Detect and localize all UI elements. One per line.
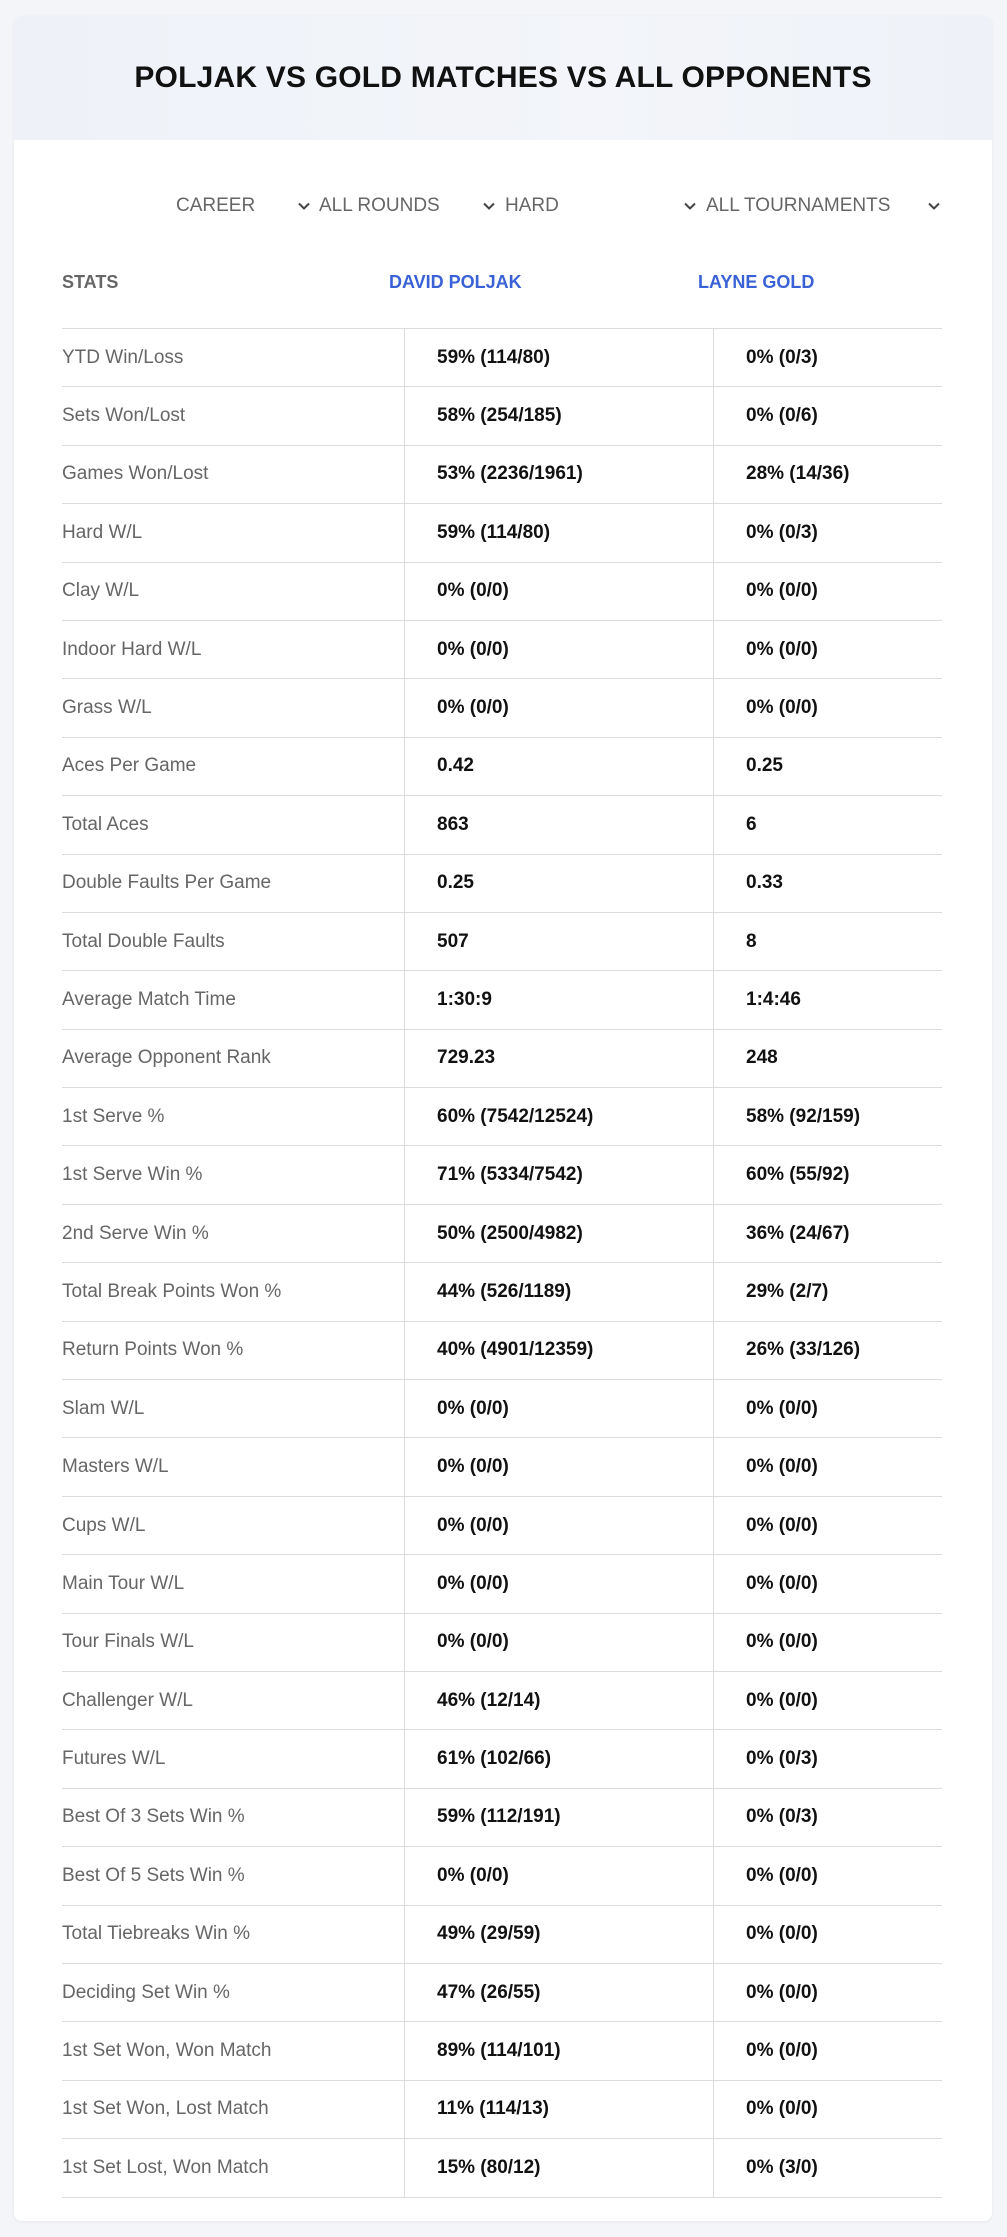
player1-value: 40% (4901/12359) xyxy=(437,1339,594,1361)
player2-value: 58% (92/159) xyxy=(746,1105,861,1127)
table-row xyxy=(62,796,942,854)
player1-value: 60% (7542/12524) xyxy=(437,1105,594,1127)
stat-label: 1st Set Lost, Won Match xyxy=(62,2156,269,2178)
chevron-down-icon xyxy=(296,198,312,214)
player2-value: 0% (0/3) xyxy=(746,346,818,368)
career-filter-select[interactable] xyxy=(176,186,312,226)
stat-label: Main Tour W/L xyxy=(62,1572,185,1594)
chevron-down-icon xyxy=(682,198,698,214)
table-row xyxy=(62,1146,942,1204)
player1-value: 729.23 xyxy=(437,1047,496,1069)
table-header xyxy=(62,256,942,329)
player1-value: 0% (0/0) xyxy=(437,1397,509,1419)
player1-value: 0.42 xyxy=(437,755,474,777)
table-row xyxy=(62,1438,942,1496)
table-row xyxy=(62,1964,942,2022)
stat-label: Games Won/Lost xyxy=(62,463,209,485)
player1-value: 46% (12/14) xyxy=(437,1689,541,1711)
player1-value: 0% (0/0) xyxy=(437,580,509,602)
stat-label: Double Faults Per Game xyxy=(62,872,272,894)
stat-label: Average Opponent Rank xyxy=(62,1047,271,1069)
player2-value: 0% (0/3) xyxy=(746,521,818,543)
table-row xyxy=(62,1906,942,1964)
stat-label: Deciding Set Win % xyxy=(62,1981,230,2003)
player1-value: 11% (114/13) xyxy=(437,2098,549,2120)
table-body xyxy=(62,329,942,2198)
stat-label: Indoor Hard W/L xyxy=(62,638,202,660)
page-title: POLJAK VS GOLD MATCHES VS ALL OPPONENTS xyxy=(134,61,872,94)
stat-label: Futures W/L xyxy=(62,1748,166,1770)
table-row xyxy=(62,1555,942,1613)
table-row xyxy=(62,1030,942,1088)
player1-value: 0% (0/0) xyxy=(437,1572,509,1594)
filter-value: ALL ROUNDS xyxy=(319,195,440,216)
player1-value: 1:30:9 xyxy=(437,988,492,1010)
player1-value: 44% (526/1189) xyxy=(437,1280,572,1302)
player2-value: 1:4:46 xyxy=(746,988,801,1010)
stat-label: Sets Won/Lost xyxy=(62,405,186,427)
filter-value: HARD xyxy=(505,195,559,216)
player2-value: 0% (0/0) xyxy=(746,580,818,602)
stat-label: YTD Win/Loss xyxy=(62,346,184,368)
chevron-down-icon xyxy=(926,198,942,214)
table-row xyxy=(62,1789,942,1847)
column-divider xyxy=(404,328,405,2197)
stat-label: Total Tiebreaks Win % xyxy=(62,1923,250,1945)
filter-bar xyxy=(14,186,992,226)
player1-value: 0% (0/0) xyxy=(437,1864,509,1886)
stat-label: Clay W/L xyxy=(62,580,140,602)
player1-value: 47% (26/55) xyxy=(437,1981,541,2003)
player2-value: 0% (3/0) xyxy=(746,2156,818,2178)
table-row xyxy=(62,738,942,796)
table-row xyxy=(62,971,942,1029)
stats-table xyxy=(62,256,942,2198)
player1-value: 59% (114/80) xyxy=(437,521,551,543)
player1-value: 0% (0/0) xyxy=(437,1514,509,1536)
chevron-down-icon xyxy=(481,198,497,214)
rounds-filter-select[interactable] xyxy=(319,186,497,226)
stat-label: Average Match Time xyxy=(62,988,236,1010)
stat-label: Total Double Faults xyxy=(62,930,225,952)
player2-value: 6 xyxy=(746,813,757,835)
stat-label: Cups W/L xyxy=(62,1514,146,1536)
player1-value: 0% (0/0) xyxy=(437,1456,509,1478)
table-row xyxy=(62,1322,942,1380)
player2-value: 0% (0/3) xyxy=(746,1748,818,1770)
player2-value: 26% (33/126) xyxy=(746,1339,861,1361)
table-row xyxy=(62,1672,942,1730)
table-row xyxy=(62,855,942,913)
stat-label: Tour Finals W/L xyxy=(62,1631,194,1653)
player1-value: 58% (254/185) xyxy=(437,405,562,427)
player2-value: 0% (0/0) xyxy=(746,1514,818,1536)
player1-value: 61% (102/66) xyxy=(437,1748,552,1770)
stats-card xyxy=(14,16,992,2221)
player2-value: 0% (0/0) xyxy=(746,1631,818,1653)
player2-value: 0% (0/0) xyxy=(746,1456,818,1478)
table-row xyxy=(62,329,942,387)
player2-value: 0% (0/0) xyxy=(746,2098,818,2120)
player2-column-header[interactable]: LAYNE GOLD xyxy=(698,272,815,292)
player1-column-header[interactable]: DAVID POLJAK xyxy=(389,272,522,292)
player2-value: 28% (14/36) xyxy=(746,463,850,485)
table-row xyxy=(62,1380,942,1438)
player1-value: 89% (114/101) xyxy=(437,2040,561,2062)
table-row xyxy=(62,913,942,971)
player2-value: 0% (0/0) xyxy=(746,1864,818,1886)
stat-label: Best Of 5 Sets Win % xyxy=(62,1864,245,1886)
player1-value: 59% (114/80) xyxy=(437,346,551,368)
surface-filter-select[interactable] xyxy=(505,186,698,226)
player2-value: 0% (0/0) xyxy=(746,638,818,660)
table-row xyxy=(62,446,942,504)
table-row xyxy=(62,563,942,621)
player2-value: 248 xyxy=(746,1047,778,1069)
stat-label: 2nd Serve Win % xyxy=(62,1222,209,1244)
player1-value: 0% (0/0) xyxy=(437,638,509,660)
table-row xyxy=(62,504,942,562)
player2-value: 36% (24/67) xyxy=(746,1222,850,1244)
player1-value: 0% (0/0) xyxy=(437,697,509,719)
table-row xyxy=(62,1614,942,1672)
filter-value: CAREER xyxy=(176,195,256,216)
table-row xyxy=(62,1847,942,1905)
stat-label: 1st Set Won, Lost Match xyxy=(62,2098,269,2120)
card-header xyxy=(14,16,992,140)
table-row xyxy=(62,621,942,679)
player2-value: 0% (0/0) xyxy=(746,1397,818,1419)
table-row xyxy=(62,2081,942,2139)
stat-label: Return Points Won % xyxy=(62,1339,244,1361)
player1-value: 49% (29/59) xyxy=(437,1923,541,1945)
player2-value: 0% (0/0) xyxy=(746,1981,818,2003)
player2-value: 0.33 xyxy=(746,872,783,894)
stat-label: Masters W/L xyxy=(62,1456,169,1478)
player2-value: 0% (0/3) xyxy=(746,1806,818,1828)
player1-value: 15% (80/12) xyxy=(437,2156,541,2178)
table-row xyxy=(62,1205,942,1263)
stat-label: 1st Serve Win % xyxy=(62,1164,203,1186)
player2-value: 0% (0/0) xyxy=(746,1923,818,1945)
table-row xyxy=(62,387,942,445)
player1-value: 59% (112/191) xyxy=(437,1806,561,1828)
player2-value: 60% (55/92) xyxy=(746,1164,850,1186)
stat-label: Grass W/L xyxy=(62,697,152,719)
player2-value: 0.25 xyxy=(746,755,783,777)
table-row xyxy=(62,679,942,737)
player1-value: 71% (5334/7542) xyxy=(437,1164,583,1186)
player1-value: 50% (2500/4982) xyxy=(437,1222,583,1244)
player1-value: 863 xyxy=(437,813,469,835)
player2-value: 0% (0/0) xyxy=(746,1572,818,1594)
player2-value: 0% (0/0) xyxy=(746,1689,818,1711)
stat-label: Aces Per Game xyxy=(62,755,197,777)
player2-value: 0% (0/6) xyxy=(746,405,818,427)
table-row xyxy=(62,1088,942,1146)
table-row xyxy=(62,1730,942,1788)
player1-value: 507 xyxy=(437,930,469,952)
table-row xyxy=(62,1497,942,1555)
stat-label: Best Of 3 Sets Win % xyxy=(62,1806,245,1828)
tournaments-filter-select[interactable] xyxy=(706,186,942,226)
column-divider xyxy=(713,328,714,2197)
table-row xyxy=(62,2139,942,2197)
player2-value: 29% (2/7) xyxy=(746,1280,829,1302)
player2-value: 8 xyxy=(746,930,757,952)
stat-label: Total Aces xyxy=(62,813,149,835)
stat-label: 1st Set Won, Won Match xyxy=(62,2040,272,2062)
stat-label: Total Break Points Won % xyxy=(62,1280,282,1302)
table-row xyxy=(62,2022,942,2080)
stats-column-header: STATS xyxy=(62,272,119,292)
player1-value: 0.25 xyxy=(437,872,474,894)
stat-label: Slam W/L xyxy=(62,1397,145,1419)
table-row xyxy=(62,1263,942,1321)
player1-value: 53% (2236/1961) xyxy=(437,463,583,485)
stat-label: Challenger W/L xyxy=(62,1689,193,1711)
player1-value: 0% (0/0) xyxy=(437,1631,509,1653)
player2-value: 0% (0/0) xyxy=(746,697,818,719)
stat-label: Hard W/L xyxy=(62,521,143,543)
player2-value: 0% (0/0) xyxy=(746,2040,818,2062)
stat-label: 1st Serve % xyxy=(62,1105,165,1127)
filter-value: ALL TOURNAMENTS xyxy=(706,195,891,216)
